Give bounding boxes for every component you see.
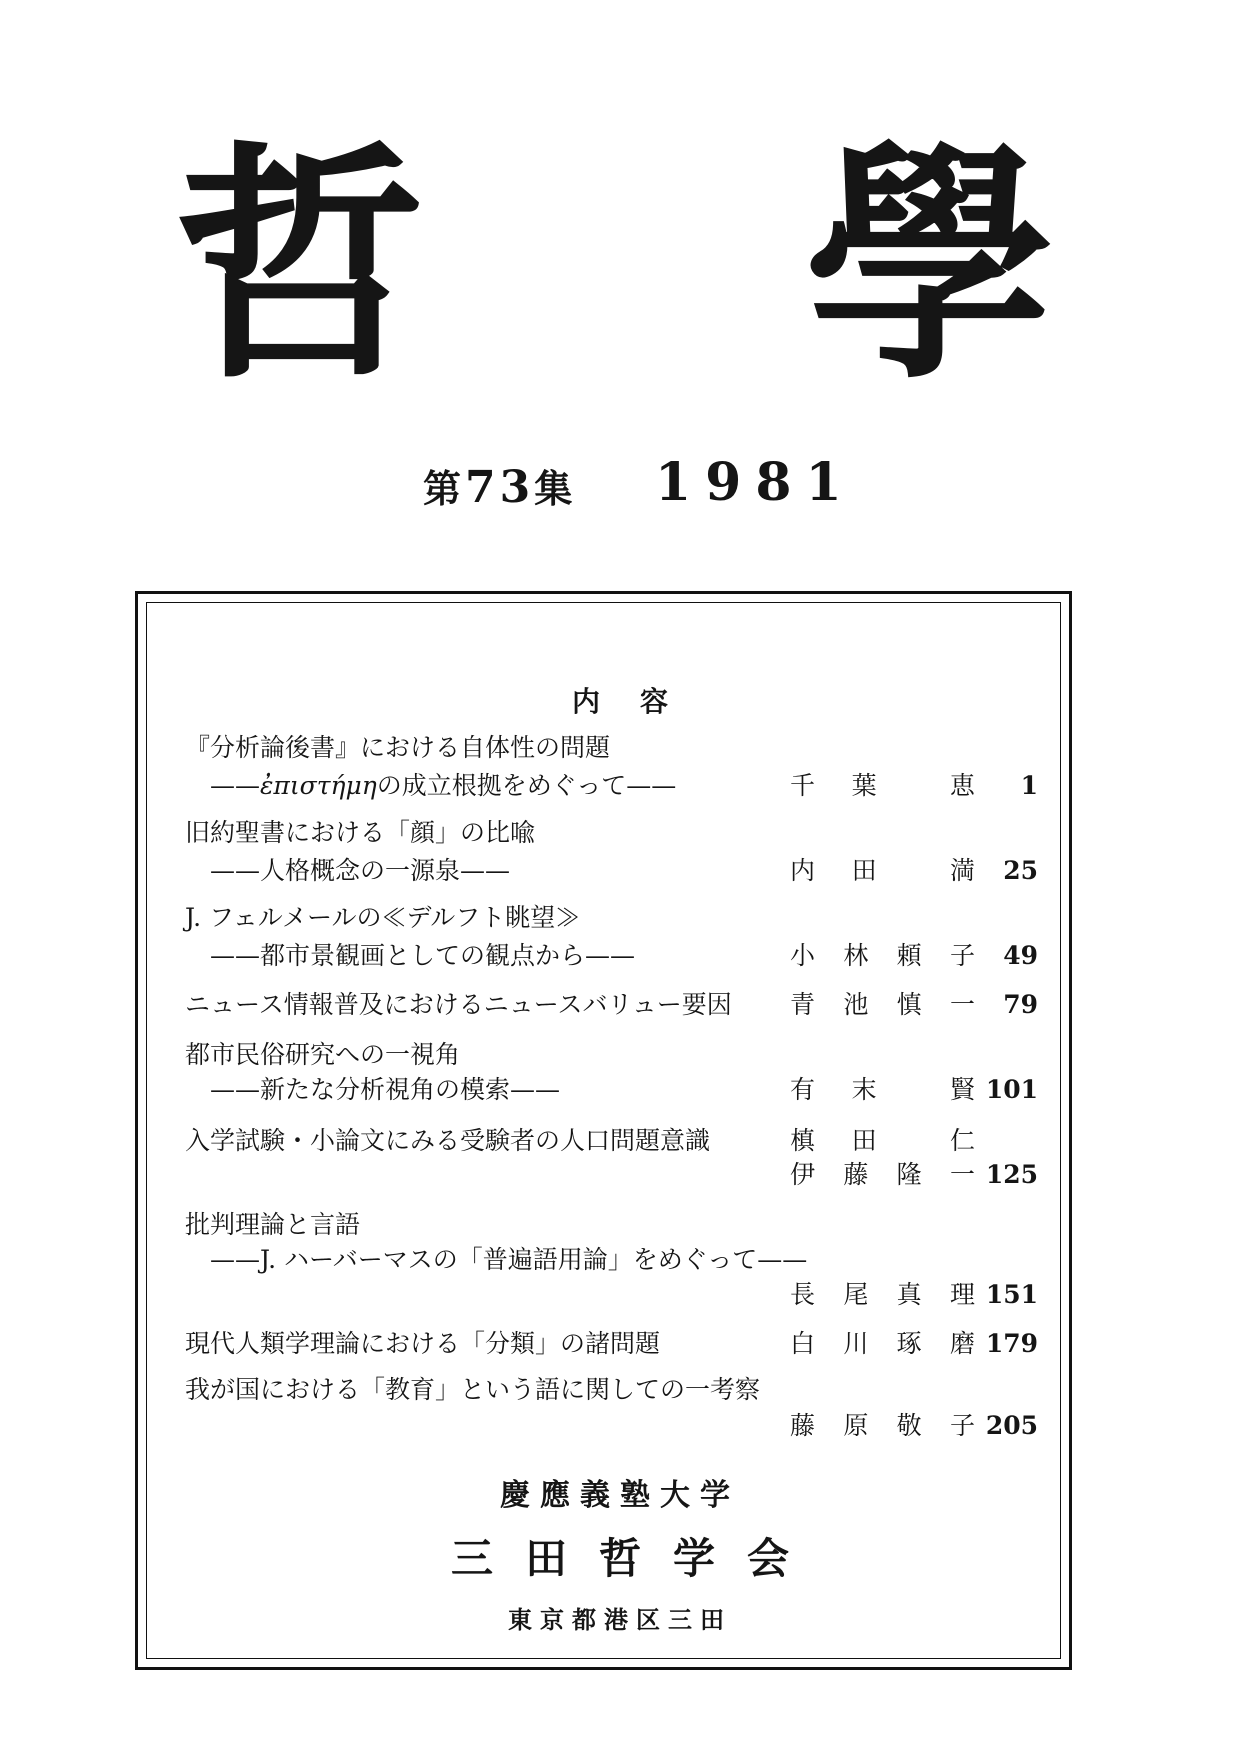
- publisher-university: 慶應義塾大学: [500, 1478, 740, 1513]
- journal-title-char-1: 哲: [175, 118, 425, 412]
- author-char: 長: [790, 1280, 816, 1309]
- toc-entry-5-subtitle: ——新たな分析視角の模索——: [210, 1075, 561, 1104]
- author-char: 慎: [896, 990, 922, 1019]
- author-char: 一: [949, 1160, 975, 1189]
- toc-entry-3-title: J. フェルメールの≪デルフト眺望≫: [185, 903, 581, 932]
- toc-entry-9-page: 205: [985, 1411, 1038, 1440]
- toc-entry-1-title: 『分析論後書』における自体性の問題: [185, 733, 611, 762]
- volume-prefix: 第: [423, 466, 466, 511]
- toc-entry-3-page: 49: [1003, 941, 1038, 970]
- author-char: 原: [843, 1411, 869, 1440]
- toc-entry-9-title: 我が国における「教育」という語に関しての一考察: [185, 1375, 761, 1404]
- author-char: 千: [790, 771, 816, 800]
- toc-entry-2-subtitle: ——人格概念の一源泉——: [210, 856, 511, 885]
- author-char: 藤: [843, 1160, 869, 1189]
- author-char: 敬: [896, 1411, 922, 1440]
- toc-entry-1-subtitle-greek: ἐπιστήμη: [260, 771, 377, 800]
- author-char: 一: [949, 990, 975, 1019]
- toc-entry-1-subtitle-dash: ——: [210, 771, 260, 800]
- author-char: 子: [949, 941, 975, 970]
- author-char: 青: [790, 990, 816, 1019]
- author-char: 隆: [896, 1160, 922, 1189]
- author-char: 琢: [896, 1329, 922, 1358]
- toc-entry-5-author: [790, 1077, 975, 1102]
- volume-suffix: 集: [534, 466, 577, 511]
- author-char: 川: [843, 1329, 869, 1358]
- toc-entry-4-page: 79: [1003, 990, 1038, 1019]
- author-char: 尾: [843, 1280, 869, 1309]
- toc-entry-3-author: [790, 943, 975, 968]
- author-char: 有: [790, 1075, 816, 1104]
- toc-entry-8-author: [790, 1331, 975, 1356]
- author-char: 葉: [851, 771, 877, 800]
- toc-entry-5-title: 都市民俗研究への一視角: [185, 1040, 461, 1069]
- toc-entry-8-title: 現代人類学理論における「分類」の諸問題: [185, 1329, 661, 1358]
- toc-entry-1-author: [790, 773, 975, 798]
- toc-entry-2-page: 25: [1003, 856, 1038, 885]
- author-char: 末: [851, 1075, 877, 1104]
- contents-heading: 内容: [571, 685, 708, 718]
- toc-entry-7-title: 批判理論と言語: [185, 1210, 361, 1239]
- author-char: 賢: [949, 1075, 975, 1104]
- toc-entry-6-author-1: [790, 1128, 975, 1153]
- toc-entry-2-author: [790, 858, 975, 883]
- toc-entry-3-subtitle: ——都市景観画としての観点から——: [210, 941, 636, 970]
- publisher-address: 東京都港区三田: [508, 1605, 732, 1634]
- author-char: 藤: [790, 1411, 816, 1440]
- author-char: 子: [949, 1411, 975, 1440]
- author-char: 理: [949, 1280, 975, 1309]
- toc-entry-9-author: [790, 1413, 975, 1438]
- toc-entry-6-author-2: [790, 1162, 975, 1187]
- author-char: 槙: [790, 1126, 816, 1155]
- toc-entry-1-subtitle: [210, 773, 676, 798]
- toc-entry-7-page: 151: [985, 1280, 1038, 1309]
- volume-label: [423, 458, 576, 513]
- toc-entry-7-author: [790, 1282, 975, 1307]
- author-char: 林: [843, 941, 869, 970]
- author-char: 白: [790, 1329, 816, 1358]
- author-char: 仁: [949, 1126, 975, 1155]
- volume-number: 73: [465, 462, 535, 513]
- toc-entry-1-subtitle-rest: の成立根拠をめぐって——: [376, 771, 677, 800]
- journal-title-char-2: 學: [805, 118, 1055, 412]
- author-char: 池: [843, 990, 869, 1019]
- author-char: 田: [851, 1126, 877, 1155]
- author-char: 小: [790, 941, 816, 970]
- author-char: 内: [790, 856, 816, 885]
- author-char: 頼: [896, 941, 922, 970]
- author-char: 磨: [949, 1329, 975, 1358]
- toc-entry-4-title: ニュース情報普及におけるニュースバリュー要因: [185, 990, 732, 1019]
- publication-year: 1981: [655, 452, 856, 513]
- author-char: 満: [949, 856, 975, 885]
- toc-entry-1-page: 1: [1020, 771, 1038, 800]
- toc-entry-8-page: 179: [985, 1329, 1038, 1358]
- toc-entry-6-title: 入学試験・小論文にみる受験者の人口問題意識: [185, 1126, 711, 1155]
- publisher-society: 三田哲学会: [450, 1534, 821, 1583]
- toc-entry-2-title: 旧約聖書における「顔」の比喩: [185, 818, 536, 847]
- toc-entry-6-page: 125: [985, 1160, 1038, 1189]
- author-char: 伊: [790, 1160, 816, 1189]
- toc-entry-4-author: [790, 992, 975, 1017]
- author-char: 真: [896, 1280, 922, 1309]
- toc-entry-7-subtitle: ——J. ハーバーマスの「普遍語用論」をめぐって——: [210, 1245, 808, 1274]
- author-char: 恵: [949, 771, 975, 800]
- toc-entry-5-page: 101: [985, 1075, 1038, 1104]
- author-char: 田: [851, 856, 877, 885]
